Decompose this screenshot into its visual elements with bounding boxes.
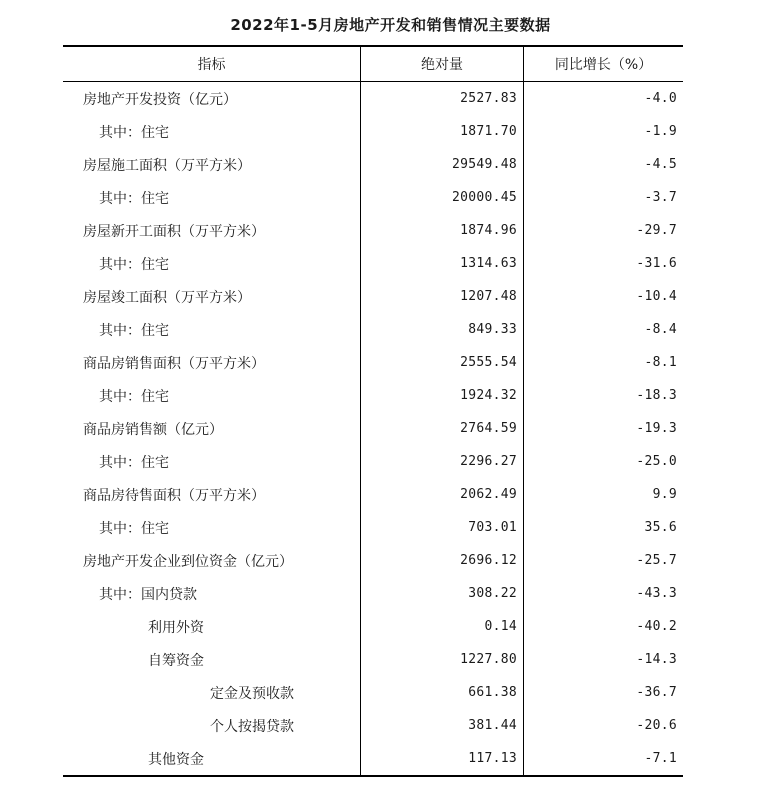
header-growth: 同比增长（%） [554, 57, 653, 73]
row-value: 1314.63 [361, 247, 524, 280]
table-row [63, 115, 683, 148]
table-header-row [63, 47, 683, 82]
row-label: 其中：住宅 [99, 256, 169, 273]
row-label: 房屋竣工面积（万平方米） [83, 289, 251, 306]
row-value: 1871.70 [361, 115, 524, 148]
row-value: 703.01 [361, 511, 524, 544]
row-growth: -1.9 [644, 124, 677, 139]
row-value: 2764.59 [361, 412, 524, 445]
table-row [63, 280, 683, 313]
table-row [63, 709, 683, 742]
table-row [63, 511, 683, 544]
row-label: 其中：住宅 [99, 124, 169, 141]
row-growth: -18.3 [636, 388, 677, 403]
row-value: 381.44 [361, 709, 524, 742]
row-label: 房屋施工面积（万平方米） [83, 157, 251, 174]
row-label: 房地产开发企业到位资金（亿元） [83, 553, 293, 570]
table-row [63, 478, 683, 511]
row-label: 房屋新开工面积（万平方米） [83, 223, 265, 240]
row-growth: -4.5 [644, 157, 677, 172]
data-table [63, 45, 683, 777]
row-growth: -20.6 [636, 718, 677, 733]
row-value: 0.14 [361, 610, 524, 643]
row-value: 2696.12 [361, 544, 524, 577]
row-value: 308.22 [361, 577, 524, 610]
row-label: 其他资金 [148, 751, 204, 768]
row-label: 定金及预收款 [210, 685, 294, 702]
row-value: 849.33 [361, 313, 524, 346]
row-label: 其中：住宅 [99, 322, 169, 339]
table-title: 2022年1-5月房地产开发和销售情况主要数据 [230, 16, 551, 34]
row-label: 其中：住宅 [99, 388, 169, 405]
row-label: 商品房销售额（亿元） [83, 421, 223, 438]
table-row [63, 379, 683, 412]
row-growth: -4.0 [644, 91, 677, 106]
row-label: 房地产开发投资（亿元） [83, 91, 237, 108]
row-label: 利用外资 [148, 619, 204, 636]
row-growth: 35.6 [644, 520, 677, 535]
row-label: 其中：住宅 [99, 520, 169, 537]
row-growth: -25.7 [636, 553, 677, 568]
row-growth: -8.4 [644, 322, 677, 337]
row-growth: -25.0 [636, 454, 677, 469]
row-growth: -36.7 [636, 685, 677, 700]
row-value: 1207.48 [361, 280, 524, 313]
header-indicator: 指标 [63, 47, 361, 81]
row-label: 商品房销售面积（万平方米） [83, 355, 265, 372]
row-value: 1227.80 [361, 643, 524, 676]
row-growth: -7.1 [644, 751, 677, 766]
row-value: 1874.96 [361, 214, 524, 247]
row-label: 其中：住宅 [99, 190, 169, 207]
table-row [63, 544, 683, 577]
table-row [63, 181, 683, 214]
table-row [63, 643, 683, 676]
row-growth: -43.3 [636, 586, 677, 601]
row-growth: 9.9 [652, 487, 677, 502]
row-label: 其中：住宅 [99, 454, 169, 471]
row-value: 2555.54 [361, 346, 524, 379]
row-value: 117.13 [361, 742, 524, 775]
row-growth: -10.4 [636, 289, 677, 304]
table-row [63, 577, 683, 610]
row-value: 20000.45 [361, 181, 524, 214]
row-value: 2527.83 [361, 82, 524, 115]
row-value: 29549.48 [361, 148, 524, 181]
row-growth: -19.3 [636, 421, 677, 436]
row-growth: -40.2 [636, 619, 677, 634]
table-row [63, 148, 683, 181]
table-row [63, 412, 683, 445]
row-growth: -29.7 [636, 223, 677, 238]
row-growth: -14.3 [636, 652, 677, 667]
table-row [63, 247, 683, 280]
row-growth: -31.6 [636, 256, 677, 271]
row-value: 2062.49 [361, 478, 524, 511]
table-row [63, 214, 683, 247]
table-row [63, 313, 683, 346]
table-row [63, 445, 683, 478]
header-absolute: 绝对量 [361, 47, 524, 81]
table-row [63, 742, 683, 775]
row-value: 661.38 [361, 676, 524, 709]
row-growth: -8.1 [644, 355, 677, 370]
table-row [63, 610, 683, 643]
row-growth: -3.7 [644, 190, 677, 205]
table-row [63, 346, 683, 379]
row-label: 商品房待售面积（万平方米） [83, 487, 265, 504]
row-label: 个人按揭贷款 [210, 718, 294, 735]
row-label: 其中：国内贷款 [99, 586, 197, 603]
row-value: 1924.32 [361, 379, 524, 412]
row-label: 自筹资金 [148, 652, 204, 669]
table-row [63, 82, 683, 115]
table-row [63, 676, 683, 709]
row-value: 2296.27 [361, 445, 524, 478]
